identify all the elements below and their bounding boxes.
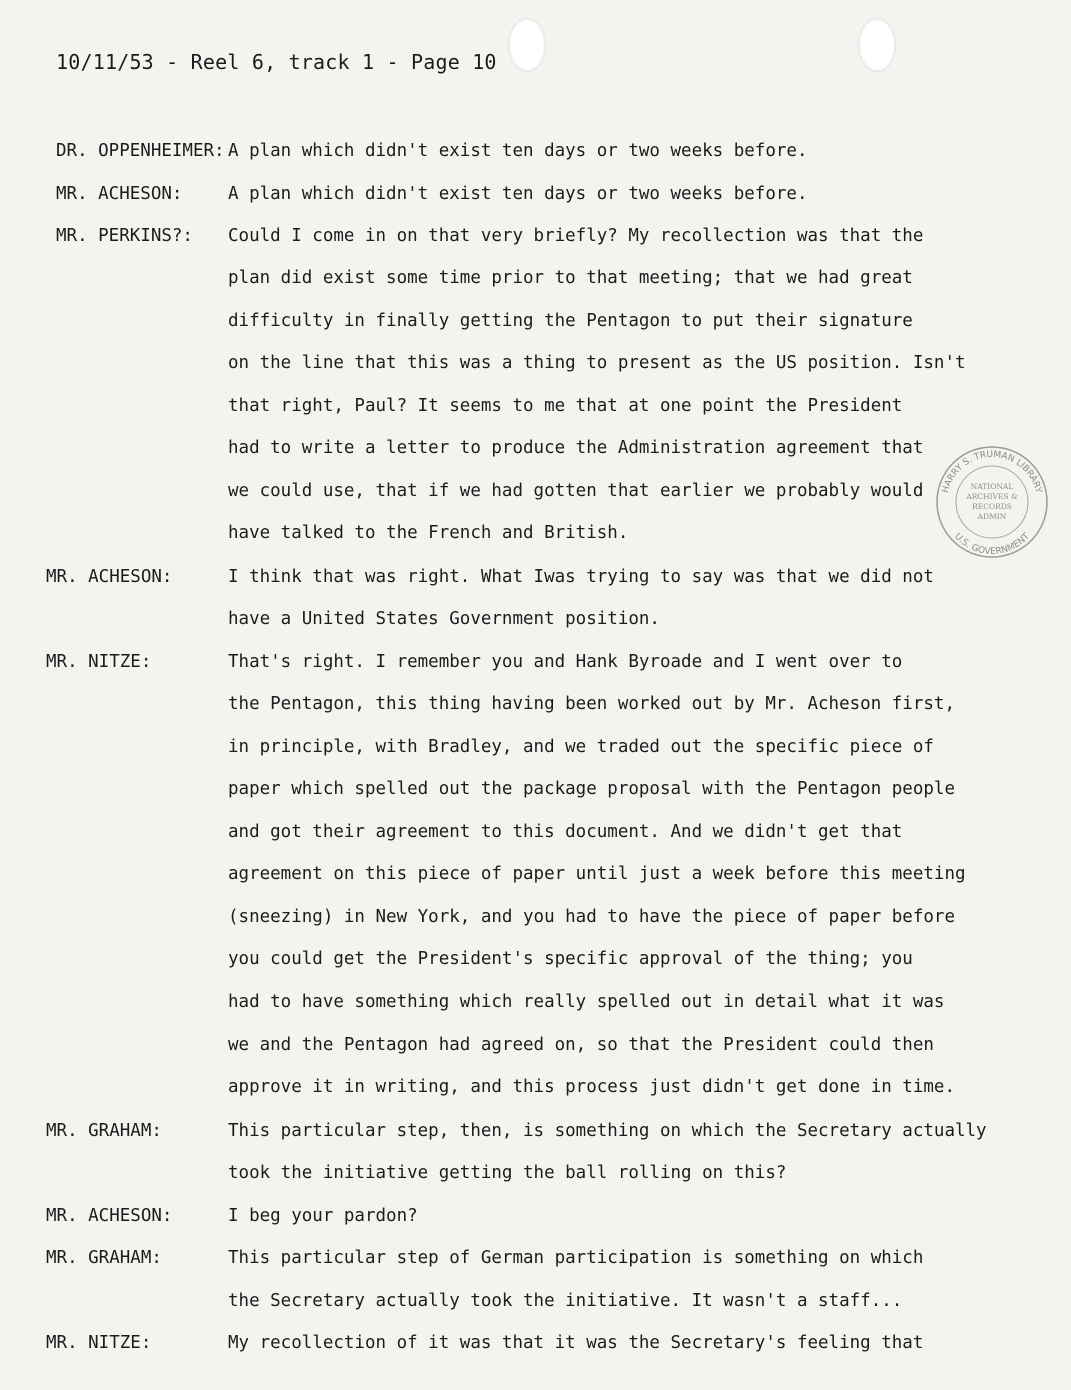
transcript-line: and got their agreement to this document. And we didn't get that bbox=[228, 822, 903, 842]
transcript-line: have talked to the French and British. bbox=[228, 523, 629, 543]
transcript-line: the Pentagon, this thing having been worked out by Mr. Acheson first, bbox=[228, 694, 955, 714]
transcript-line: This particular step of German participation is something on which bbox=[228, 1248, 924, 1268]
transcript-line: that right, Paul? It seems to me that at one point the President bbox=[228, 396, 903, 416]
transcript-line: difficulty in finally getting the Pentagon to put their signature bbox=[228, 311, 913, 331]
transcript-line: had to write a letter to produce the Administration agreement that bbox=[228, 438, 924, 458]
transcript-line: had to have something which really spelled out in detail what it was bbox=[228, 992, 945, 1012]
stamp-top-text: HARRY S. TRUMAN LIBRARY bbox=[940, 449, 1044, 495]
transcript-line: Could I come in on that very briefly? My recollection was that the bbox=[228, 226, 924, 246]
transcript-line: took the initiative getting the ball rolling on this? bbox=[228, 1163, 787, 1183]
page-header: 10/11/53 - Reel 6, track 1 - Page 10 bbox=[56, 50, 497, 74]
stamp-seal bbox=[933, 443, 1051, 561]
punch-hole-left bbox=[508, 18, 546, 72]
transcript-line: we could use, that if we had gotten that earlier we probably would bbox=[228, 481, 924, 501]
speaker-label: MR. ACHESON: bbox=[56, 184, 183, 204]
speaker-label: MR. PERKINS?: bbox=[56, 226, 193, 246]
stamp-center-line: ARCHIVES & bbox=[966, 492, 1018, 501]
stamp-bottom-text: U.S. GOVERNMENT bbox=[952, 531, 1032, 558]
transcript-line: agreement on this piece of paper until just a week before this meeting bbox=[228, 864, 966, 884]
transcript-line: in principle, with Bradley, and we traded out the specific piece of bbox=[228, 737, 934, 757]
transcript-line: we and the Pentagon had agreed on, so that the President could then bbox=[228, 1035, 934, 1055]
transcript-line: I think that was right. What Iwas trying to say was that we did not bbox=[228, 567, 934, 587]
stamp-center-line: NATIONAL bbox=[970, 482, 1014, 491]
transcript-line: have a United States Government position. bbox=[228, 609, 660, 629]
speaker-label: MR. GRAHAM: bbox=[46, 1121, 162, 1141]
stamp-center-line: ADMIN bbox=[977, 512, 1007, 521]
speaker-label: MR. NITZE: bbox=[46, 652, 152, 672]
transcript-line: approve it in writing, and this process just didn't get done in time. bbox=[228, 1077, 955, 1097]
transcript-line: My recollection of it was that it was the Secretary's feeling that bbox=[228, 1333, 924, 1353]
speaker-label: MR. ACHESON: bbox=[46, 567, 173, 587]
transcript-line: on the line that this was a thing to present as the US position. Isn't bbox=[228, 353, 966, 373]
transcript-line: you could get the President's specific approval of the thing; you bbox=[228, 949, 913, 969]
speaker-label: MR. ACHESON: bbox=[46, 1206, 173, 1226]
transcript-line: (sneezing) in New York, and you had to have the piece of paper before bbox=[228, 907, 955, 927]
transcript-line: plan did exist some time prior to that meeting; that we had great bbox=[228, 268, 913, 288]
library-stamp bbox=[933, 443, 1051, 561]
transcript-line: the Secretary actually took the initiative. It wasn't a staff... bbox=[228, 1291, 903, 1311]
transcript-line: A plan which didn't exist ten days or two weeks before. bbox=[228, 141, 808, 161]
transcript-line: This particular step, then, is something on which the Secretary actually bbox=[228, 1121, 987, 1141]
speaker-label: MR. NITZE: bbox=[46, 1333, 152, 1353]
speaker-label: MR. GRAHAM: bbox=[46, 1248, 162, 1268]
transcript-line: A plan which didn't exist ten days or two weeks before. bbox=[228, 184, 808, 204]
speaker-label: DR. OPPENHEIMER: bbox=[56, 141, 225, 161]
transcript-line: I beg your pardon? bbox=[228, 1206, 418, 1226]
transcript-line: paper which spelled out the package proposal with the Pentagon people bbox=[228, 779, 955, 799]
svg-text:U.S. GOVERNMENT bbox=[952, 531, 1032, 557]
stamp-center-line: RECORDS bbox=[972, 502, 1012, 511]
transcript-line: That's right. I remember you and Hank Byroade and I went over to bbox=[228, 652, 903, 672]
punch-hole-right bbox=[858, 18, 896, 72]
